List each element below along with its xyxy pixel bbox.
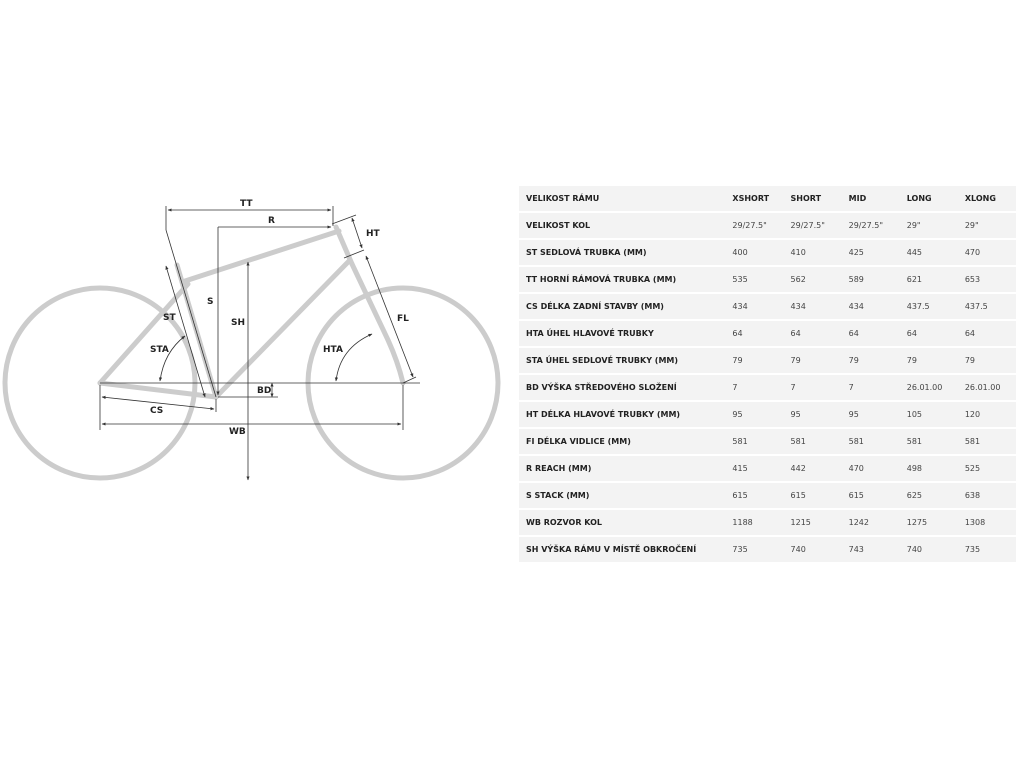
row-value: 442: [784, 456, 842, 481]
row-label: SH VÝŠKA RÁMU V MÍSTĚ OBKROČENÍ: [519, 537, 725, 562]
table-row: [519, 456, 1016, 481]
header-long: LONG: [900, 186, 958, 211]
row-value: 79: [784, 348, 842, 373]
table-row: [519, 483, 1016, 508]
header-mid: MID: [842, 186, 900, 211]
hta-label: HTA: [323, 345, 343, 355]
hta-angle: [323, 334, 372, 381]
row-value: 64: [784, 321, 842, 346]
wb-label: WB: [229, 427, 246, 437]
row-value: 7: [842, 375, 900, 400]
row-label: FI DÉLKA VIDLICE (MM): [519, 429, 725, 454]
row-value: 1308: [958, 510, 1016, 535]
table-row: [519, 510, 1016, 535]
table-row: [519, 348, 1016, 373]
s-label: S: [207, 297, 214, 307]
row-label: TT HORNÍ RÁMOVÁ TRUBKA (MM): [519, 267, 725, 292]
row-value: 581: [958, 429, 1016, 454]
row-value: 581: [784, 429, 842, 454]
row-value: 615: [725, 483, 783, 508]
row-label: WB ROZVOR KOL: [519, 510, 725, 535]
row-value: 95: [725, 402, 783, 427]
row-label: VELIKOST KOL: [519, 213, 725, 238]
row-value: 1215: [784, 510, 842, 535]
table-row: [519, 240, 1016, 265]
row-value: 64: [842, 321, 900, 346]
table-row: [519, 375, 1016, 400]
row-value: 7: [725, 375, 783, 400]
row-value: 615: [784, 483, 842, 508]
row-value: 26.01.00: [900, 375, 958, 400]
row-value: 1242: [842, 510, 900, 535]
row-label: HT DÉLKA HLAVOVÉ TRUBKY (MM): [519, 402, 725, 427]
fl-dimension: [366, 256, 416, 383]
tt-label: TT: [240, 199, 253, 209]
fl-label: FL: [397, 314, 409, 324]
row-value: 743: [842, 537, 900, 562]
cs-label: CS: [150, 406, 164, 416]
row-label: S STACK (MM): [519, 483, 725, 508]
row-value: 79: [725, 348, 783, 373]
row-value: 445: [900, 240, 958, 265]
sta-label: STA: [150, 345, 169, 355]
row-value: 735: [958, 537, 1016, 562]
row-value: 621: [900, 267, 958, 292]
row-value: 535: [725, 267, 783, 292]
row-value: 64: [725, 321, 783, 346]
row-value: 29/27.5": [842, 213, 900, 238]
row-value: 589: [842, 267, 900, 292]
row-value: 7: [784, 375, 842, 400]
row-value: 64: [900, 321, 958, 346]
row-value: 434: [725, 294, 783, 319]
row-label: ST SEDLOVÁ TRUBKA (MM): [519, 240, 725, 265]
header-size: VELIKOST RÁMU: [519, 186, 725, 211]
row-value: 735: [725, 537, 783, 562]
row-value: 105: [900, 402, 958, 427]
row-value: 653: [958, 267, 1016, 292]
sh-label: SH: [231, 318, 246, 328]
row-value: 615: [842, 483, 900, 508]
row-label: HTA ÚHEL HLAVOVÉ TRUBKY: [519, 321, 725, 346]
row-value: 434: [842, 294, 900, 319]
row-value: 29/27.5": [784, 213, 842, 238]
row-value: 425: [842, 240, 900, 265]
row-value: 400: [725, 240, 783, 265]
ht-label: HT: [366, 229, 380, 239]
row-value: 1275: [900, 510, 958, 535]
row-label: R REACH (MM): [519, 456, 725, 481]
table-header-row: [519, 186, 1016, 211]
geometry-table: [519, 184, 1016, 564]
row-value: 437.5: [958, 294, 1016, 319]
row-label: STA ÚHEL SEDLOVÉ TRUBKY (MM): [519, 348, 725, 373]
table-row: [519, 294, 1016, 319]
header-xshort: XSHORT: [725, 186, 783, 211]
row-value: 581: [725, 429, 783, 454]
row-value: 410: [784, 240, 842, 265]
row-value: 581: [842, 429, 900, 454]
table-row: [519, 537, 1016, 562]
row-value: 498: [900, 456, 958, 481]
row-value: 95: [784, 402, 842, 427]
row-value: 64: [958, 321, 1016, 346]
table-row: [519, 213, 1016, 238]
row-value: 562: [784, 267, 842, 292]
row-value: 79: [900, 348, 958, 373]
table-row: [519, 402, 1016, 427]
row-value: 29": [900, 213, 958, 238]
row-value: 740: [900, 537, 958, 562]
row-value: 79: [842, 348, 900, 373]
row-value: 79: [958, 348, 1016, 373]
row-value: 120: [958, 402, 1016, 427]
row-value: 638: [958, 483, 1016, 508]
bd-label: BD: [257, 386, 272, 396]
r-dimension: [207, 216, 331, 395]
row-value: 470: [842, 456, 900, 481]
r-label: R: [268, 216, 275, 226]
table-row: [519, 429, 1016, 454]
row-label: CS DÉLKA ZADNÍ STAVBY (MM): [519, 294, 725, 319]
table-row: [519, 321, 1016, 346]
row-value: 415: [725, 456, 783, 481]
st-label: ST: [163, 313, 176, 323]
sta-angle: [100, 336, 420, 383]
row-value: 1188: [725, 510, 783, 535]
row-value: 740: [784, 537, 842, 562]
row-value: 26.01.00: [958, 375, 1016, 400]
row-value: 525: [958, 456, 1016, 481]
row-value: 434: [784, 294, 842, 319]
header-xlong: XLONG: [958, 186, 1016, 211]
row-value: 437.5: [900, 294, 958, 319]
row-value: 470: [958, 240, 1016, 265]
header-short: SHORT: [784, 186, 842, 211]
row-value: 581: [900, 429, 958, 454]
row-label: BD VÝŠKA STŘEDOVÉHO SLOŽENÍ: [519, 375, 725, 400]
wb-dimension: [102, 385, 403, 437]
row-value: 95: [842, 402, 900, 427]
row-value: 29/27.5": [725, 213, 783, 238]
row-value: 625: [900, 483, 958, 508]
row-value: 29": [958, 213, 1016, 238]
table-row: [519, 267, 1016, 292]
